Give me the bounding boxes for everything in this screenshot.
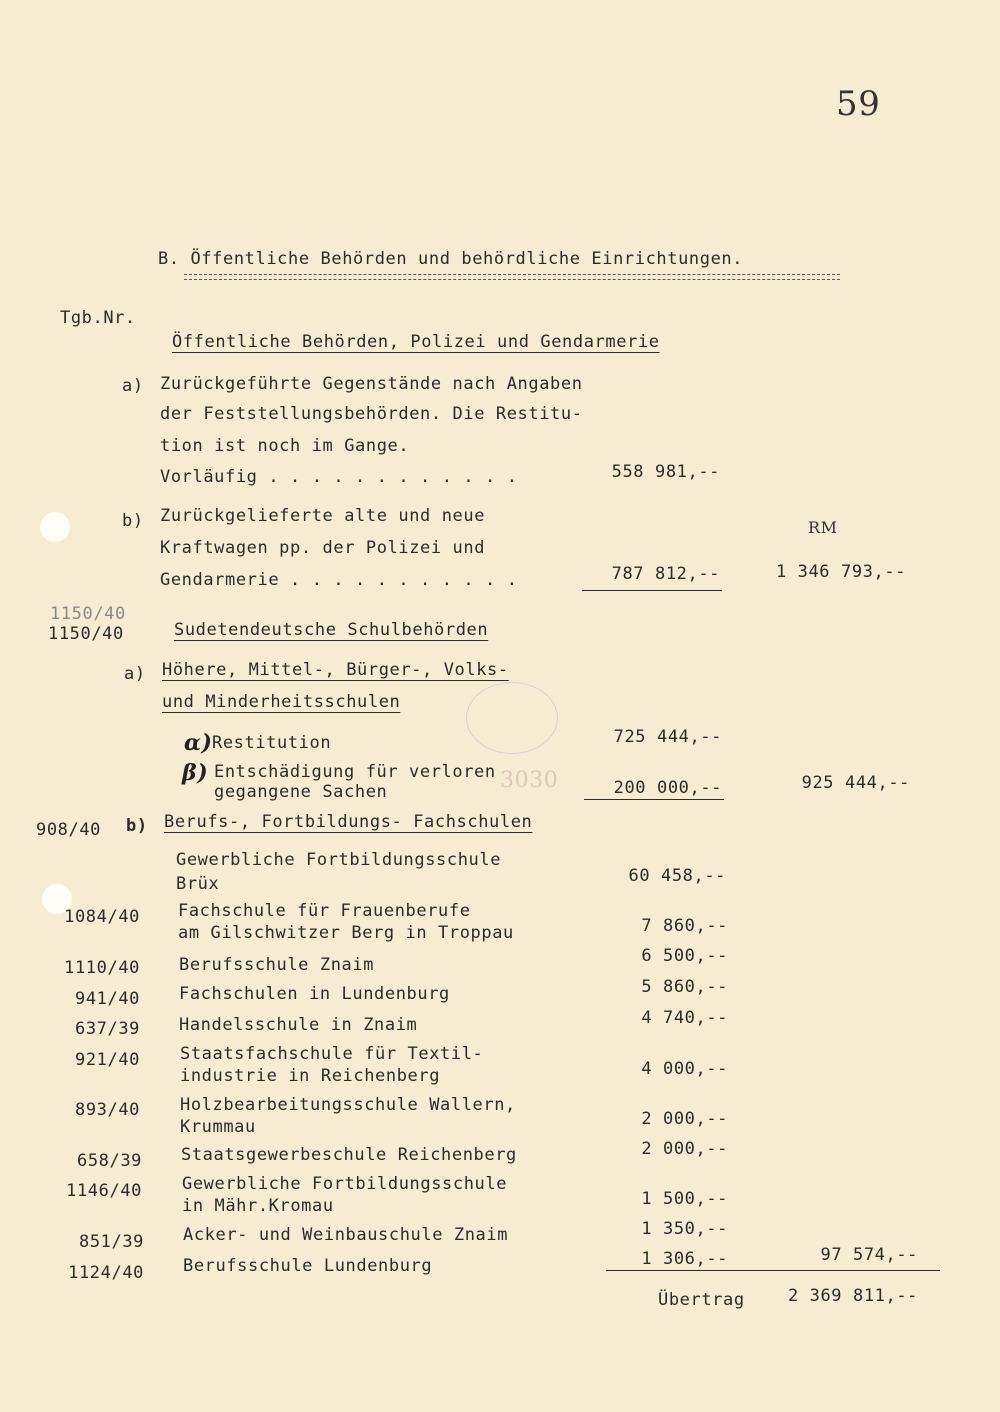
police-b-line: Zurückgelieferte alte und neue xyxy=(160,506,486,526)
schools-a-total: 925 444,-- xyxy=(801,773,910,793)
tgb-header: Tgb.Nr. xyxy=(60,308,136,328)
school-amount: 5 860,-- xyxy=(641,977,728,997)
school-amount: 1 350,-- xyxy=(641,1219,728,1239)
school-amount: 4 000,-- xyxy=(641,1059,728,1079)
school-name: Holzbearbeitungsschule Wallern, xyxy=(180,1095,516,1115)
school-name: Gewerbliche Fortbildungsschule xyxy=(176,850,502,870)
school-tgb: 1110/40 xyxy=(64,958,140,978)
school-tgb: 1084/40 xyxy=(64,907,140,927)
school-tgb: 1146/40 xyxy=(66,1181,142,1201)
schools-a-line: Höhere, Mittel-, Bürger-, Volks- xyxy=(162,660,509,680)
alpha-marker: α) xyxy=(184,730,213,756)
police-b-amount: 787 812,-- xyxy=(611,564,720,584)
beta-line: gegangene Sachen xyxy=(214,782,388,802)
schools-b-total: 97 574,-- xyxy=(820,1245,918,1265)
school-name: Handelsschule in Znaim xyxy=(179,1015,418,1035)
school-name: Gewerbliche Fortbildungsschule xyxy=(182,1174,508,1194)
page-number: 59 xyxy=(836,84,881,124)
schools-a-marker: a) xyxy=(124,664,146,684)
school-amount: 2 000,-- xyxy=(641,1109,728,1129)
police-heading: Öffentliche Behörden, Polizei und Gendarmerie xyxy=(172,332,660,352)
police-a-line: der Feststellungsbehörden. Die Restitu- xyxy=(160,404,583,424)
carry-amount: 2 369 811,-- xyxy=(787,1286,918,1306)
school-name: Berufsschule Lundenburg xyxy=(183,1256,433,1276)
school-name: am Gilschwitzer Berg in Troppau xyxy=(178,923,514,943)
police-a-line: tion ist noch im Gange. xyxy=(160,436,410,456)
school-name: Acker- und Weinbauschule Znaim xyxy=(183,1225,509,1245)
punch-hole-top xyxy=(40,512,70,542)
police-a-amount: 558 981,-- xyxy=(611,462,720,482)
schools-a-subtotal-rule xyxy=(584,799,724,800)
police-subtotal-rule xyxy=(582,590,722,591)
carry-label: Übertrag xyxy=(658,1290,745,1310)
currency-label: RM xyxy=(808,518,838,537)
police-b-marker: b) xyxy=(122,511,144,531)
police-a-line: Zurückgeführte Gegenstände nach Angaben xyxy=(160,374,583,394)
schools-b-subtotal-rule xyxy=(606,1270,940,1271)
school-name: Staatsgewerbeschule Reichenberg xyxy=(181,1145,517,1165)
school-name: Fachschule für Frauenberufe xyxy=(178,901,471,921)
police-total: 1 346 793,-- xyxy=(775,562,906,582)
alpha-amount: 725 444,-- xyxy=(613,727,722,747)
school-name: in Mähr.Kromau xyxy=(182,1196,334,1216)
school-amount: 1 500,-- xyxy=(641,1189,728,1209)
police-b-line: Kraftwagen pp. der Polizei und xyxy=(160,538,486,558)
beta-marker: β) xyxy=(182,760,209,786)
police-a-marker: a) xyxy=(122,376,144,396)
schools-heading: Sudetendeutsche Schulbehörden xyxy=(174,620,489,640)
school-amount: 1 306,-- xyxy=(641,1249,728,1269)
school-tgb: 851/39 xyxy=(78,1232,144,1252)
beta-line: Entschädigung für verloren xyxy=(214,762,496,782)
beta-amount: 200 000,-- xyxy=(613,778,722,798)
school-tgb: 921/40 xyxy=(74,1050,140,1070)
faint-stamp-seal xyxy=(466,682,558,754)
school-tgb: 637/39 xyxy=(74,1019,140,1039)
schools-b-tgb: 908/40 xyxy=(36,820,102,840)
school-tgb: 893/40 xyxy=(74,1100,140,1120)
school-tgb: 941/40 xyxy=(74,989,140,1009)
school-amount: 6 500,-- xyxy=(641,946,728,966)
section-title: B. Öffentliche Behörden und behördliche Einrichtungen. xyxy=(158,249,744,269)
schools-b-heading: Berufs-, Fortbildungs- Fachschulen xyxy=(164,812,533,832)
schools-tgb-struck: 1150/40 xyxy=(50,604,126,624)
school-name: Staatsfachschule für Textil- xyxy=(180,1044,484,1064)
school-amount: 60 458,-- xyxy=(628,866,726,886)
faint-stamp-number: 3030 xyxy=(500,768,559,793)
school-amount: 4 740,-- xyxy=(641,1008,728,1028)
school-amount: 7 860,-- xyxy=(641,916,728,936)
school-name: Berufsschule Znaim xyxy=(179,955,375,975)
police-a-line: Vorläufig . . . . . . . . . . . . xyxy=(160,467,518,487)
school-name: Krummau xyxy=(180,1117,256,1137)
school-tgb: 658/39 xyxy=(76,1151,142,1171)
school-name: industrie in Reichenberg xyxy=(180,1066,441,1086)
schools-tgb: 1150/40 xyxy=(48,624,124,644)
schools-a-line: und Minderheitsschulen xyxy=(162,692,401,712)
title-double-underline xyxy=(184,274,840,280)
school-name: Brüx xyxy=(176,874,220,894)
schools-b-marker: b) xyxy=(126,816,148,836)
school-amount: 2 000,-- xyxy=(641,1139,728,1159)
alpha-label: Restitution xyxy=(212,733,332,753)
school-tgb: 1124/40 xyxy=(68,1263,144,1283)
police-b-line: Gendarmerie . . . . . . . . . . . xyxy=(160,570,518,590)
school-name: Fachschulen in Lundenburg xyxy=(179,984,450,1004)
